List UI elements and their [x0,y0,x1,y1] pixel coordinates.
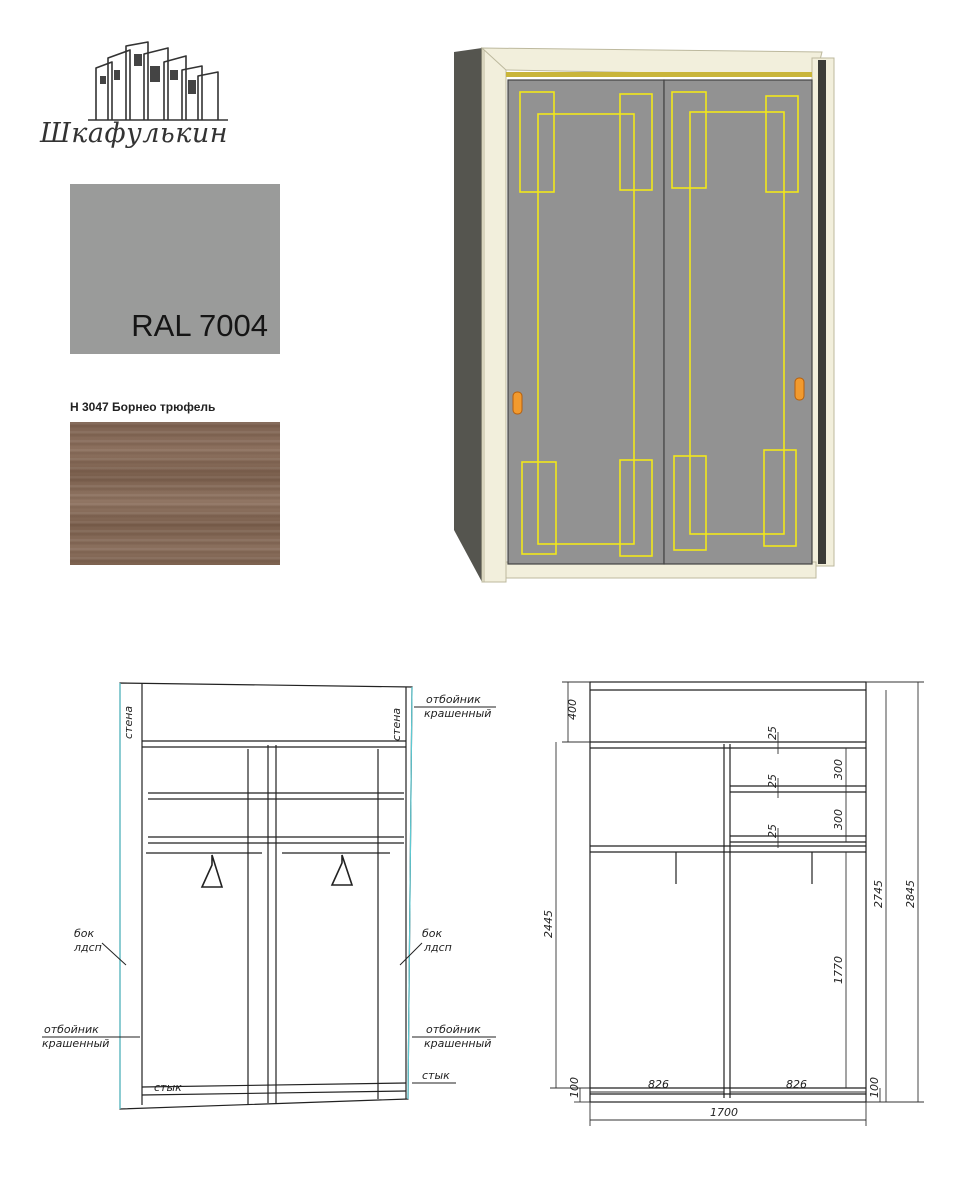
dim-shelf-gap-1: 300 [832,759,845,780]
door-left [508,80,664,564]
top-rail [506,72,812,77]
dim-height-2745: 2745 [872,880,885,908]
handle-left-icon [513,392,522,414]
right-side-dark [818,60,826,564]
dim-shelf-gap-2: 300 [832,809,845,830]
label-bumper-left-2: крашенный [42,1037,110,1050]
label-bumper-right-2: крашенный [424,1037,492,1050]
label-side-right-2: лдсп [424,941,452,954]
dim-total-width: 1700 [710,1106,738,1119]
dimension-drawing [540,668,940,1138]
dim-shelf-thickness-1: 25 [766,726,779,740]
logo-buildings-icon [78,40,238,125]
logo-text: Шкафулькин [40,118,229,149]
label-joint-right: стык [422,1069,450,1082]
dim-hanging-height: 1770 [832,956,845,984]
label-wall-right: стена [390,707,403,741]
dim-shelf-thickness-2: 25 [766,774,779,788]
label-bumper-top-1: отбойник [426,693,481,706]
dim-section-width-right: 826 [786,1078,807,1091]
dim-inner-height: 2445 [542,910,555,938]
label-wall-left: стена [122,705,135,739]
label-bumper-top-2: крашенный [424,707,492,720]
wood-color-title: H 3047 Борнео трюфель [70,400,216,414]
label-bumper-right-1: отбойник [426,1023,481,1036]
wood-color-swatch [70,422,280,565]
isometric-schematic [30,665,510,1125]
ral-color-label: RAL 7004 [131,308,268,343]
door-right [664,80,812,564]
dim-top-height: 400 [566,699,579,720]
hanger-left-icon [202,855,222,887]
top-frame [482,48,822,76]
label-side-right-1: бок [422,927,443,940]
handle-right-icon [795,378,804,400]
ral-color-swatch [70,184,280,354]
dim-plinth-left: 100 [568,1077,581,1098]
label-side-left-1: бок [74,927,95,940]
hanger-right-icon [332,855,352,885]
dim-height-2845: 2845 [904,880,917,908]
label-bumper-left-1: отбойник [44,1023,99,1036]
label-joint-left: стык [154,1081,182,1094]
dim-section-width-left: 826 [648,1078,669,1091]
dim-plinth-right: 100 [868,1077,881,1098]
dim-shelf-thickness-3: 25 [766,824,779,838]
left-frame-edge [484,50,506,582]
wardrobe-render [440,30,860,590]
label-side-left-2: лдсп [74,941,102,954]
